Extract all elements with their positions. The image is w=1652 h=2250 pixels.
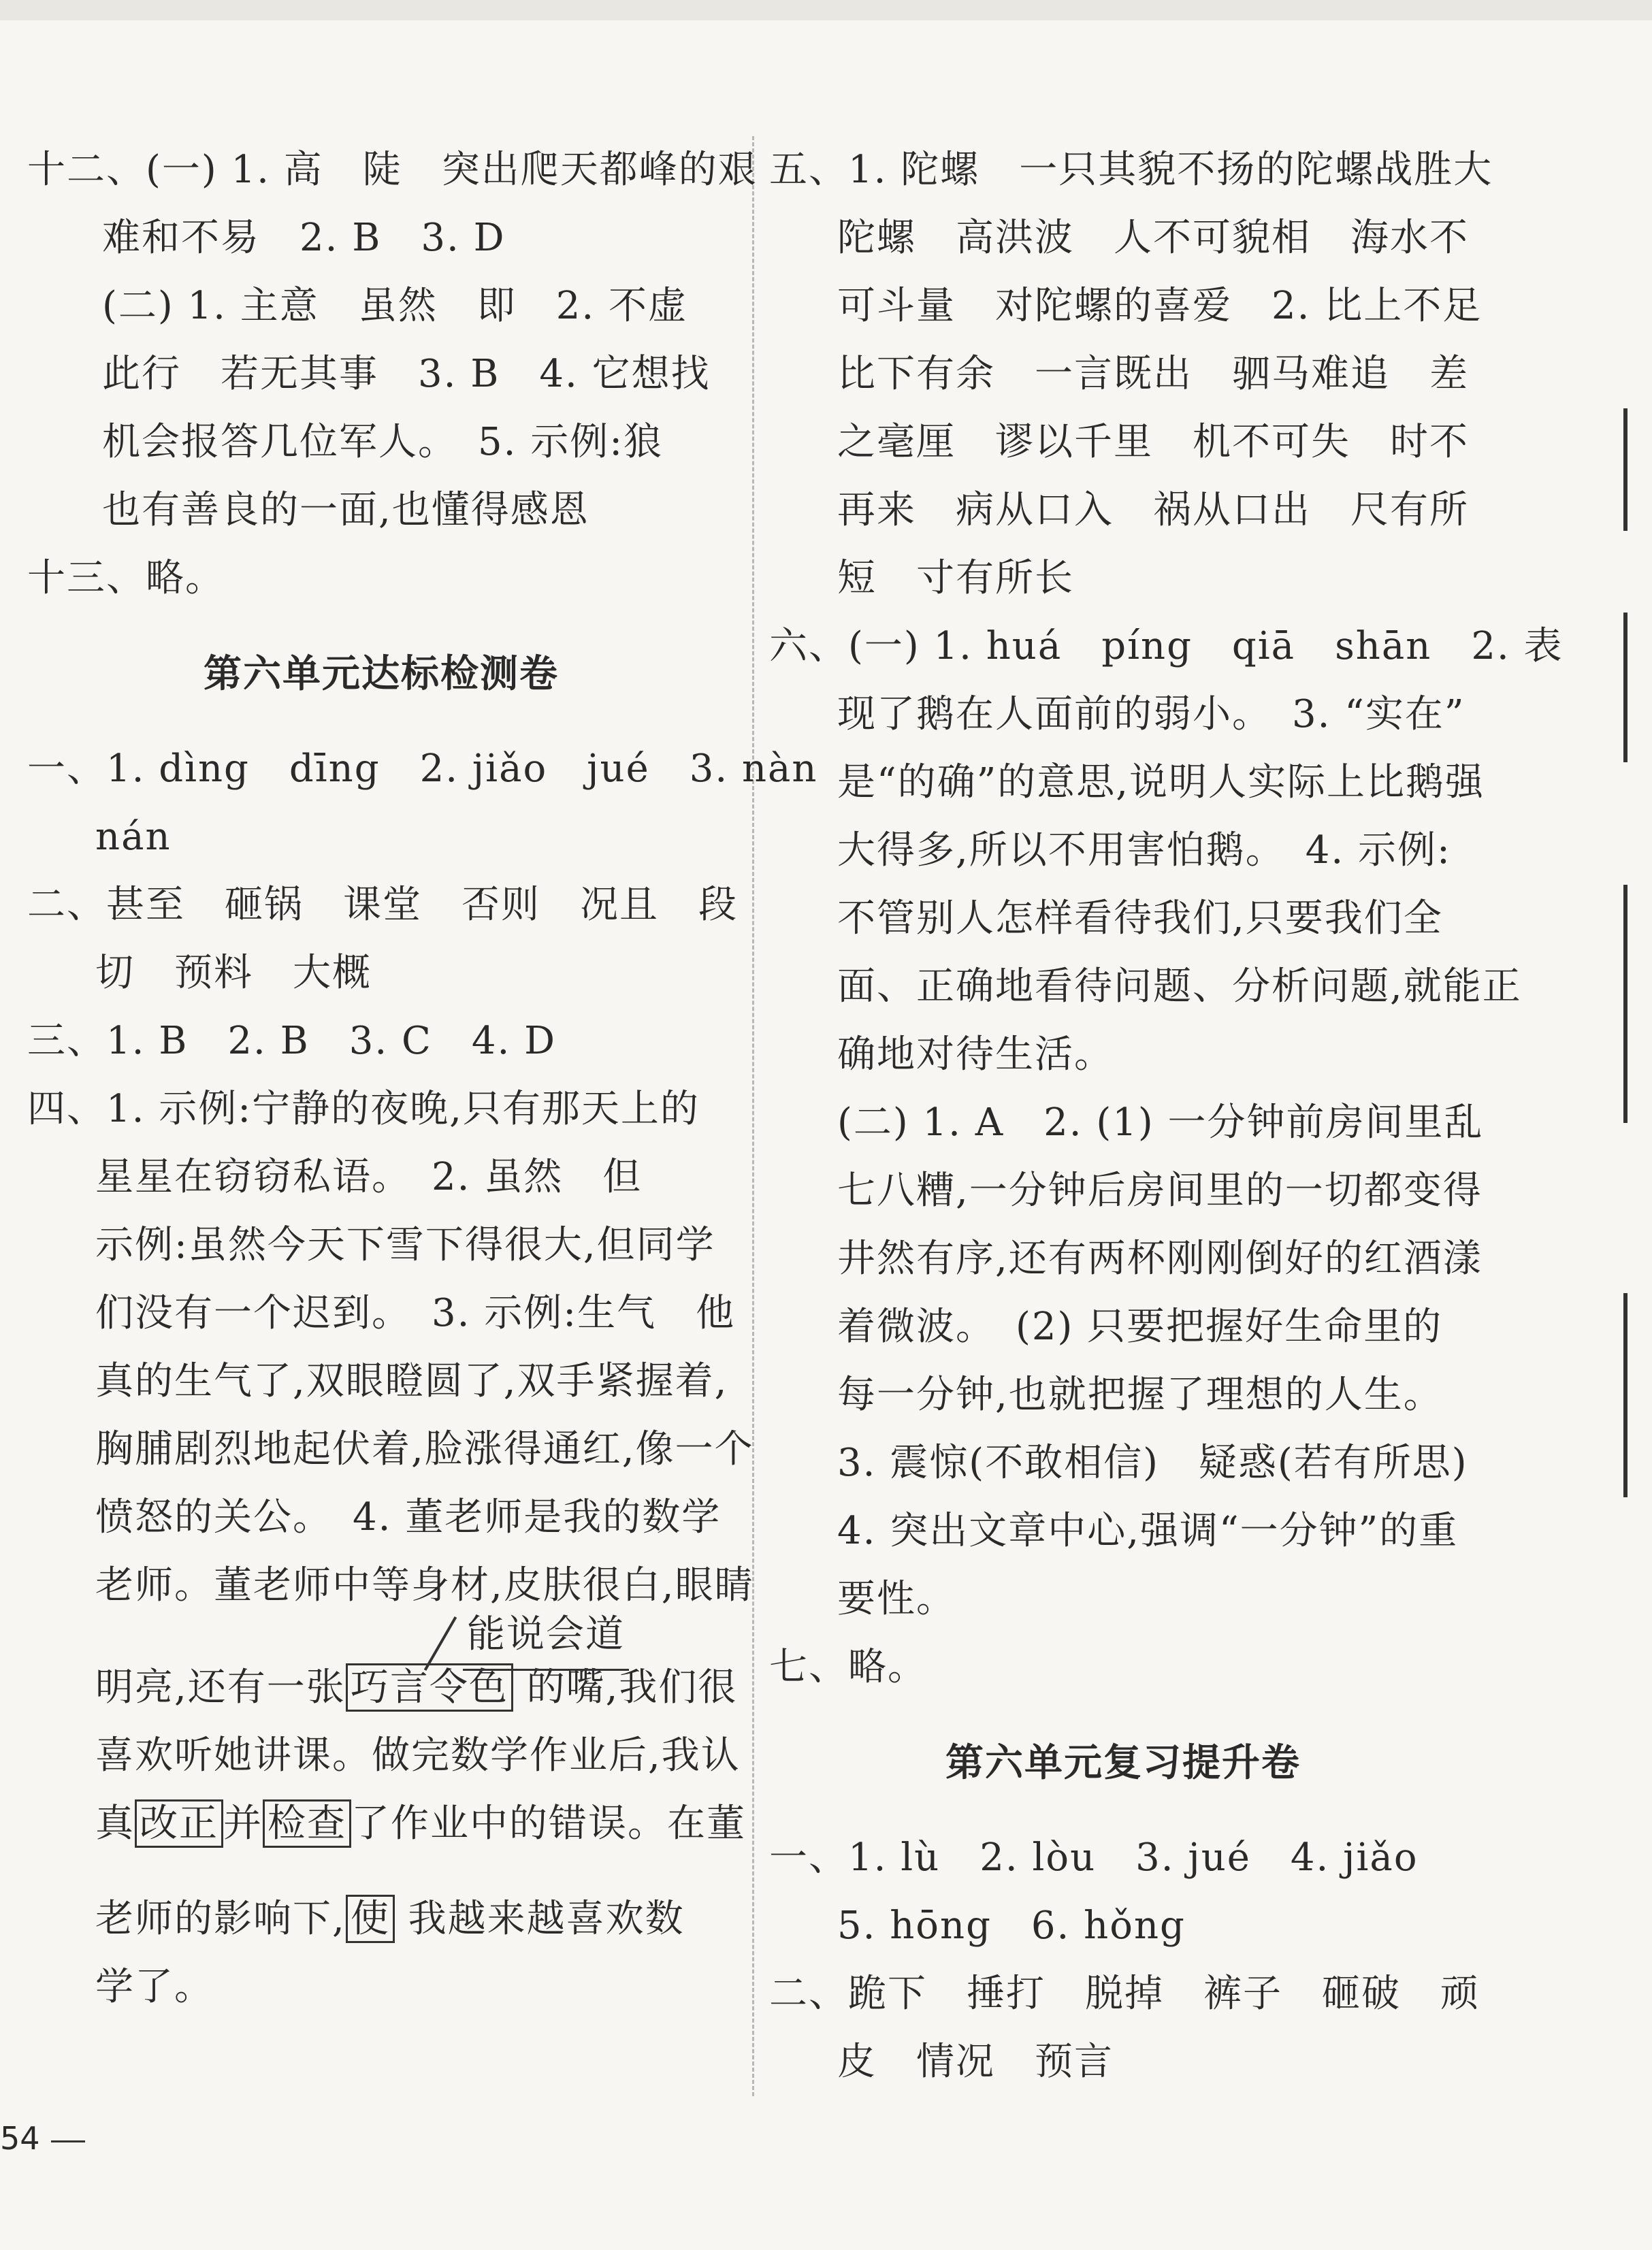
text-line: 陀螺 高洪波 人不可貌相 海水不 — [837, 216, 1469, 260]
text-line: 七八糟,一分钟后房间里的一切都变得 — [837, 1169, 1483, 1213]
text-line: 不管别人怎样看待我们,只要我们全 — [837, 896, 1443, 941]
text-line: 皮 情况 预言 — [837, 2040, 1114, 2084]
column-divider — [752, 136, 754, 2096]
text-line: 星星在窃窃私语。 2. 虽然 但 — [95, 1155, 643, 1199]
text-line: 六、(一) 1. huá píng qiā shān 2. 表 — [769, 624, 1564, 668]
edit-line-3 — [27, 1885, 735, 1953]
text-span: 我越来越喜欢数 — [408, 1897, 685, 1941]
text-line: 井然有序,还有两杯刚刚倒好的红酒漾 — [837, 1237, 1483, 1281]
text-line: 再来 病从口入 祸从口出 尺有所 — [837, 488, 1469, 532]
right-column — [769, 136, 1564, 2096]
text-line: 难和不易 2. B 3. D — [102, 216, 506, 260]
insert-mark — [424, 1616, 457, 1671]
text-line: 短 寸有所长 — [837, 556, 1074, 600]
text-line: 着微波。 (2) 只要把握好生命里的 — [837, 1305, 1443, 1349]
scan-edge-mark — [1623, 408, 1627, 531]
text-line: 每一分钟,也就把握了理想的人生。 — [837, 1373, 1443, 1417]
text-line: 一、1. dìng dīng 2. jiǎo jué 3. nàn — [27, 747, 818, 791]
text-line: (二) 1. 主意 虽然 即 2. 不虚 — [102, 284, 687, 328]
text-line: 二、甚至 砸锅 课堂 否则 况且 段 — [27, 883, 738, 927]
edit-line-1 — [27, 1612, 738, 1722]
scan-top-band — [0, 0, 1652, 20]
scan-edge-mark — [1623, 885, 1627, 1123]
text-line: 喜欢听她讲课。做完数学作业后,我认 — [95, 1733, 741, 1778]
text-line: 四、1. 示例:宁静的夜晚,只有那天上的 — [27, 1087, 700, 1131]
text-line: 切 预料 大概 — [95, 951, 372, 995]
boxed-word: 改正 — [135, 1799, 223, 1848]
boxed-word: 巧言令色 — [346, 1663, 513, 1712]
text-span: 真 — [95, 1801, 135, 1846]
left-column — [27, 136, 818, 2021]
text-line: 学了。 — [95, 1965, 214, 2009]
text-line: 大得多,所以不用害怕鹅。 4. 示例: — [837, 828, 1451, 873]
text-line: (二) 1. A 2. (1) 一分钟前房间里乱 — [837, 1100, 1484, 1145]
text-line: 之毫厘 谬以千里 机不可失 时不 — [837, 420, 1469, 464]
text-line: 老师。董老师中等身材,皮肤很白,眼睛 — [95, 1563, 754, 1608]
text-span: 并 — [223, 1801, 263, 1846]
text-line: 要性。 — [837, 1577, 956, 1621]
text-line: 是“的确”的意思,说明人实际上比鹅强 — [837, 760, 1485, 804]
text-line: 机会报答几位军人。 5. 示例:狼 — [102, 420, 664, 464]
text-line: 4. 突出文章中心,强调“一分钟”的重 — [837, 1509, 1459, 1553]
text-span: 的嘴,我们很 — [526, 1665, 738, 1710]
text-line: 二、跪下 捶打 脱掉 裤子 砸破 顽 — [769, 1972, 1480, 2016]
text-line: 可斗量 对陀螺的喜爱 2. 比上不足 — [837, 284, 1483, 328]
page-number-dash — [51, 2140, 85, 2142]
text-line: 确地对待生活。 — [837, 1032, 1114, 1077]
text-span: 明亮,还有一张 — [95, 1665, 346, 1710]
scan-edge-mark — [1623, 1293, 1627, 1497]
text-line: 胸脯剧烈地起伏着,脸涨得通红,像一个 — [95, 1427, 754, 1471]
text-line: 3. 震惊(不敢相信) 疑惑(若有所思) — [837, 1441, 1468, 1485]
text-line: 也有善良的一面,也懂得感恩 — [102, 488, 589, 532]
text-line: nán — [95, 815, 172, 859]
section-title: 第六单元达标检测卷 — [204, 651, 559, 696]
text-line: 一、1. lù 2. lòu 3. jué 4. jiǎo — [769, 1836, 1419, 1880]
text-line: 比下有余 一言既出 驷马难追 差 — [837, 352, 1469, 396]
text-line: 示例:虽然今天下雪下得很大,但同学 — [95, 1223, 715, 1267]
text-line: 们没有一个迟到。 3. 示例:生气 他 — [95, 1291, 736, 1335]
boxed-word: 使 — [346, 1895, 395, 1943]
text-line: 现了鹅在人面前的弱小。 3. “实在” — [837, 692, 1465, 736]
text-span: 了作业中的错误。在董 — [351, 1801, 746, 1846]
text-line: 真的生气了,双眼瞪圆了,双手紧握着, — [95, 1359, 728, 1403]
edit-line-2 — [27, 1790, 746, 1858]
text-line: 三、1. B 2. B 3. C 4. D — [27, 1019, 556, 1063]
text-line: 十二、(一) 1. 高 陡 突出爬天都峰的艰 — [27, 148, 758, 192]
text-line: 愤怒的关公。 4. 董老师是我的数学 — [95, 1495, 722, 1539]
page-number: 54 — [0, 2120, 40, 2157]
inserted-word: 能说会道 — [463, 1601, 629, 1671]
text-line: 面、正确地看待问题、分析问题,就能正 — [837, 964, 1522, 1009]
boxed-word: 检查 — [263, 1799, 351, 1848]
section-title: 第六单元复习提升卷 — [945, 1740, 1301, 1785]
text-span: 老师的影响下, — [95, 1897, 346, 1941]
scan-edge-mark — [1623, 613, 1627, 762]
text-line: 此行 若无其事 3. B 4. 它想找 — [102, 352, 711, 396]
text-line: 十三、略。 — [27, 556, 225, 600]
text-line: 五、1. 陀螺 一只其貌不扬的陀螺战胜大 — [769, 148, 1493, 192]
text-line: 七、略。 — [769, 1645, 927, 1689]
text-line: 5. hōng 6. hǒng — [837, 1904, 1186, 1948]
